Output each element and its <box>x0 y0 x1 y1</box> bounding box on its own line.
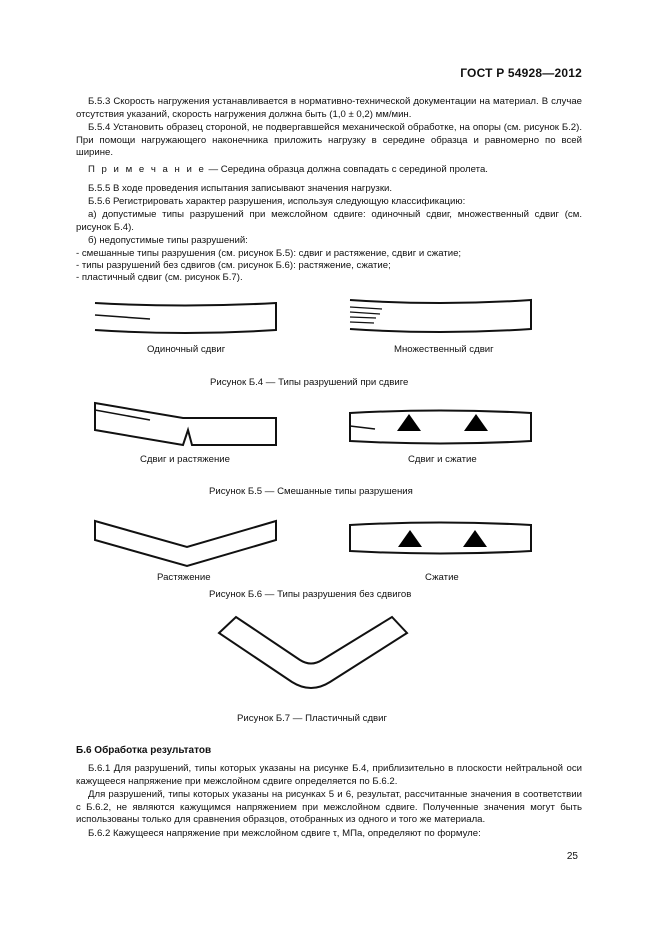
figure-b5-shear-tension-specimen <box>95 403 276 445</box>
paragraph-b-5-6-a: а) допустимые типы разрушений при межслойном сдвиге: одиночный сдвиг, множественный сдвиг (см. рисунок Б.4). <box>76 209 582 233</box>
section-title: Б.6 Обработка результатов <box>76 745 212 756</box>
note-text: — Середина образца должна совпадать с серединой пролета. <box>205 164 488 175</box>
triangle-marker-icon <box>463 530 487 547</box>
paragraph-b-6-2: Б.6.2 Кажущееся напряжение при межслойном сдвиге τ, МПа, определяют по формуле: <box>88 828 481 839</box>
paragraph-b-6-1-continued: Для разрушений, типы которых указаны на рисунках 5 и 6, результат, рассчитанные значения в соответствии с Б.6.2, не являются кажущимся напряжением при межслойном сдвиге. Полученные значения могут быть использованы только для сравнения образцов, отобранных из одного и того же материала. <box>76 789 582 825</box>
paragraph-b-5-4: Б.5.4 Установить образец стороной, не подвергавшейся механической обработке, на опоры (см. рисунок Б.2). При помощи нагружающего наконечника приложить нагрузку в середине образца и равномерно по всей ширине. <box>76 122 582 158</box>
figure-b6-caption: Рисунок Б.6 — Типы разрушения без сдвигов <box>209 589 412 600</box>
triangle-marker-icon <box>398 530 422 547</box>
paragraph-b-5-5: Б.5.5 В ходе проведения испытания записывают значения нагрузки. <box>88 183 393 194</box>
triangle-marker-icon <box>464 414 488 431</box>
figure-b6-left-label: Растяжение <box>157 572 211 583</box>
figure-b5-shear-compression-specimen <box>350 411 531 444</box>
figure-b5-right-label: Сдвиг и сжатие <box>408 454 477 465</box>
figure-b4-caption: Рисунок Б.4 — Типы разрушений при сдвиге <box>210 377 409 388</box>
paragraph-b-6-1: Б.6.1 Для разрушений, типы которых указаны на рисунке Б.4, приблизительно в плоскости нейтральной оси кажущееся напряжение при межслойном сдвиге определяется по Б.6.2. <box>76 763 582 787</box>
list-item: - смешанные типы разрушения (см. рисунок Б.5): сдвиг и растяжение, сдвиг и сжатие; <box>76 248 462 259</box>
figure-b4-right-label: Множественный сдвиг <box>394 344 494 355</box>
figure-b4-left-label: Одиночный сдвиг <box>147 344 226 355</box>
list-item: - типы разрушений без сдвигов (см. рисунок Б.6): растяжение, сжатие; <box>76 260 391 271</box>
figure-b5-caption: Рисунок Б.5 — Смешанные типы разрушения <box>209 486 413 497</box>
triangle-marker-icon <box>397 414 421 431</box>
figure-b4-multiple-shear-specimen <box>350 300 531 332</box>
figure-b6-tension-specimen <box>95 521 276 566</box>
figure-b7-caption: Рисунок Б.7 — Пластичный сдвиг <box>237 713 388 724</box>
paragraph-b-5-6: Б.5.6 Регистрировать характер разрушения, используя следующую классификацию: <box>88 196 466 207</box>
figure-b7-plastic-shear-specimen <box>219 617 407 688</box>
figure-b5-left-label: Сдвиг и растяжение <box>140 454 230 465</box>
paragraph-b-5-3: Б.5.3 Скорость нагружения устанавливается в нормативно-технической документации на материал. В случае отсутствия указаний, скорость нагружения должна быть (1,0 ± 0,2) мм/мин. <box>76 96 582 120</box>
page-number: 25 <box>566 851 578 862</box>
figure-b6-compression-specimen <box>350 523 531 554</box>
figure-b4-single-shear-specimen <box>95 303 276 333</box>
figure-b6-right-label: Сжатие <box>425 572 459 583</box>
note-label: П р и м е ч а н и е <box>88 164 206 175</box>
list-item: - пластичный сдвиг (см. рисунок Б.7). <box>76 272 243 283</box>
document-id: ГОСТ Р 54928—2012 <box>460 66 582 80</box>
paragraph-b-5-6-b: б) недопустимые типы разрушений: <box>88 235 248 246</box>
